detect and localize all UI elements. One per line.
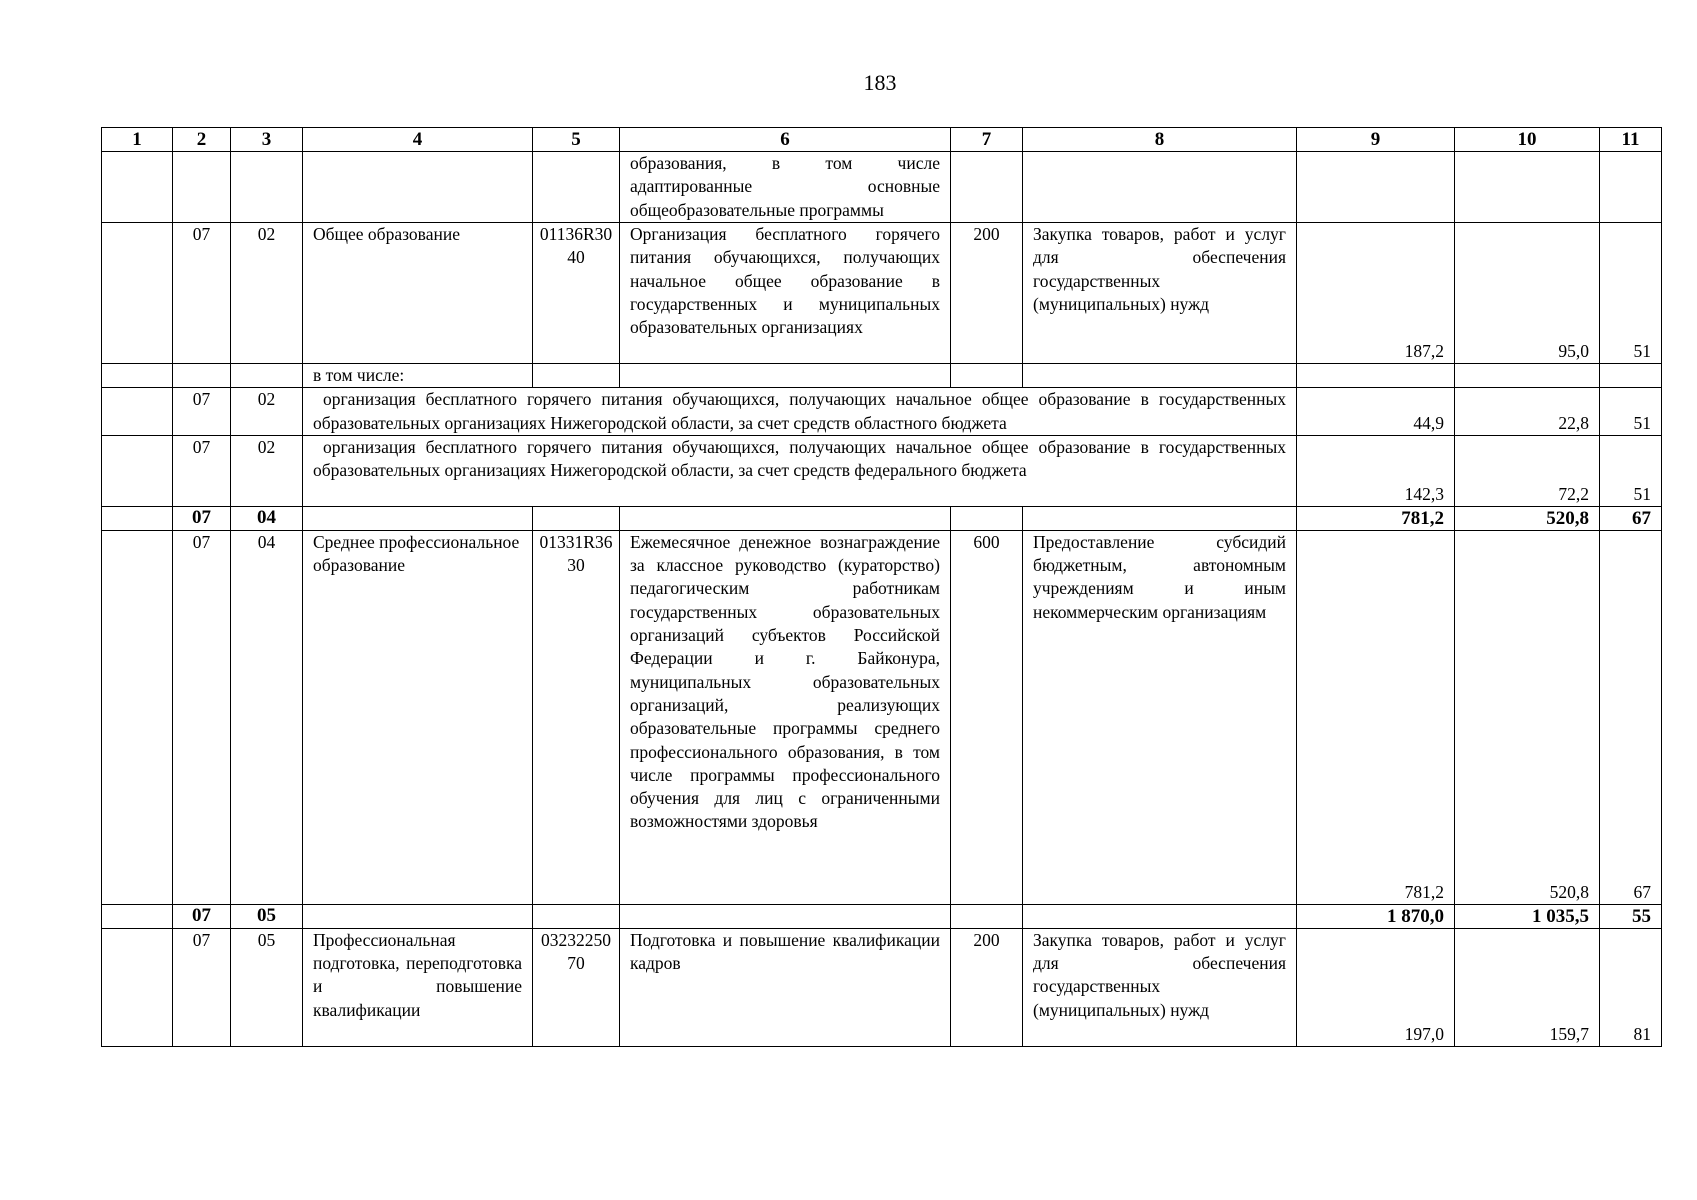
expense-type-name: Предоставление субсидий бюджетным, автономным учреждениям и иным некоммерческим организациям	[1023, 530, 1297, 904]
table-row	[102, 364, 1662, 388]
value-col9: 781,2	[1297, 506, 1455, 530]
table-row	[102, 928, 1662, 1046]
expense-type-code: 200	[951, 223, 1023, 364]
target-code: 0323225070	[533, 928, 620, 1046]
subsection-code: 02	[231, 223, 303, 364]
header-cell: 8	[1023, 128, 1297, 152]
value-col9: 187,2	[1297, 223, 1455, 364]
subsection-code: 02	[231, 388, 303, 436]
section-code: 07	[173, 904, 231, 928]
header-cell: 6	[620, 128, 951, 152]
value-col11: 51	[1600, 388, 1662, 436]
header-cell: 3	[231, 128, 303, 152]
table-row	[102, 223, 1662, 364]
subsection-code: 04	[231, 530, 303, 904]
subsection-code: 05	[231, 928, 303, 1046]
section-name: Профессиональная подготовка, переподготовка и повышение квалификации	[303, 928, 533, 1046]
value-col9: 1 870,0	[1297, 904, 1455, 928]
header-cell: 5	[533, 128, 620, 152]
subsection-code: 02	[231, 435, 303, 506]
value-col10: 1 035,5	[1455, 904, 1600, 928]
value-col10: 520,8	[1455, 506, 1600, 530]
value-col9: 197,0	[1297, 928, 1455, 1046]
target-code: 01136R3040	[533, 223, 620, 364]
description-cell: Ежемесячное денежное вознаграждение за классное руководство (кураторство) педагогическим работникам государственных образовательных организаций субъектов Российской Федерации и г. Байконура, муниципальных образовательных организаций, реализующих образовательные программы среднего профессионального образования, в том числе программы профессионального обучения для лиц с ограниченными возможностями здоровья	[620, 530, 951, 904]
value-col9: 142,3	[1297, 435, 1455, 506]
header-cell: 10	[1455, 128, 1600, 152]
including-label: в том числе:	[303, 364, 533, 388]
value-col11: 55	[1600, 904, 1662, 928]
subsection-code: 05	[231, 904, 303, 928]
expense-type-code: 600	[951, 530, 1023, 904]
description-cell: Организация бесплатного горячего питания обучающихся, получающих начальное общее образование в государственных и муниципальных образовательных организациях	[620, 223, 951, 364]
value-col9: 44,9	[1297, 388, 1455, 436]
description-cell: образования, в том числе адаптированные основные общеобразовательные программы	[620, 152, 951, 223]
table-row	[102, 152, 1662, 223]
header-cell: 11	[1600, 128, 1662, 152]
page-number: 183	[863, 70, 897, 95]
section-name: Среднее профессиональное образование	[303, 530, 533, 904]
expense-type-name: Закупка товаров, работ и услуг для обеспечения государственных (муниципальных) нужд	[1023, 223, 1297, 364]
section-code: 07	[173, 223, 231, 364]
value-col11: 67	[1600, 530, 1662, 904]
subitem-description: организация бесплатного горячего питания обучающихся, получающих начальное общее образование в государственных образовательных организациях Нижегородской области, за счет средств областного бюджета	[303, 388, 1297, 436]
table-row	[102, 388, 1662, 436]
table-row	[102, 530, 1662, 904]
section-code: 07	[173, 435, 231, 506]
value-col11: 51	[1600, 223, 1662, 364]
value-col11: 67	[1600, 506, 1662, 530]
header-row	[102, 128, 1662, 152]
header-cell: 4	[303, 128, 533, 152]
value-col10: 520,8	[1455, 530, 1600, 904]
section-code: 07	[173, 530, 231, 904]
value-col10: 22,8	[1455, 388, 1600, 436]
section-code: 07	[173, 388, 231, 436]
expense-type-code: 200	[951, 928, 1023, 1046]
description-cell: Подготовка и повышение квалификации кадров	[620, 928, 951, 1046]
target-code: 01331R3630	[533, 530, 620, 904]
budget-table	[101, 127, 1662, 1047]
header-cell: 2	[173, 128, 231, 152]
header-cell: 9	[1297, 128, 1455, 152]
subsection-code: 04	[231, 506, 303, 530]
subtotal-row	[102, 506, 1662, 530]
section-code: 07	[173, 506, 231, 530]
value-col10: 95,0	[1455, 223, 1600, 364]
value-col9: 781,2	[1297, 530, 1455, 904]
subitem-description: организация бесплатного горячего питания обучающихся, получающих начальное общее образование в государственных образовательных организациях Нижегородской области, за счет средств федерального бюджета	[303, 435, 1297, 506]
expense-type-name: Закупка товаров, работ и услуг для обеспечения государственных (муниципальных) нужд	[1023, 928, 1297, 1046]
header-cell: 1	[102, 128, 173, 152]
value-col11: 81	[1600, 928, 1662, 1046]
value-col10: 159,7	[1455, 928, 1600, 1046]
value-col10: 72,2	[1455, 435, 1600, 506]
section-name: Общее образование	[303, 223, 533, 364]
value-col11: 51	[1600, 435, 1662, 506]
section-code: 07	[173, 928, 231, 1046]
subtotal-row	[102, 904, 1662, 928]
table-row	[102, 435, 1662, 506]
header-cell: 7	[951, 128, 1023, 152]
